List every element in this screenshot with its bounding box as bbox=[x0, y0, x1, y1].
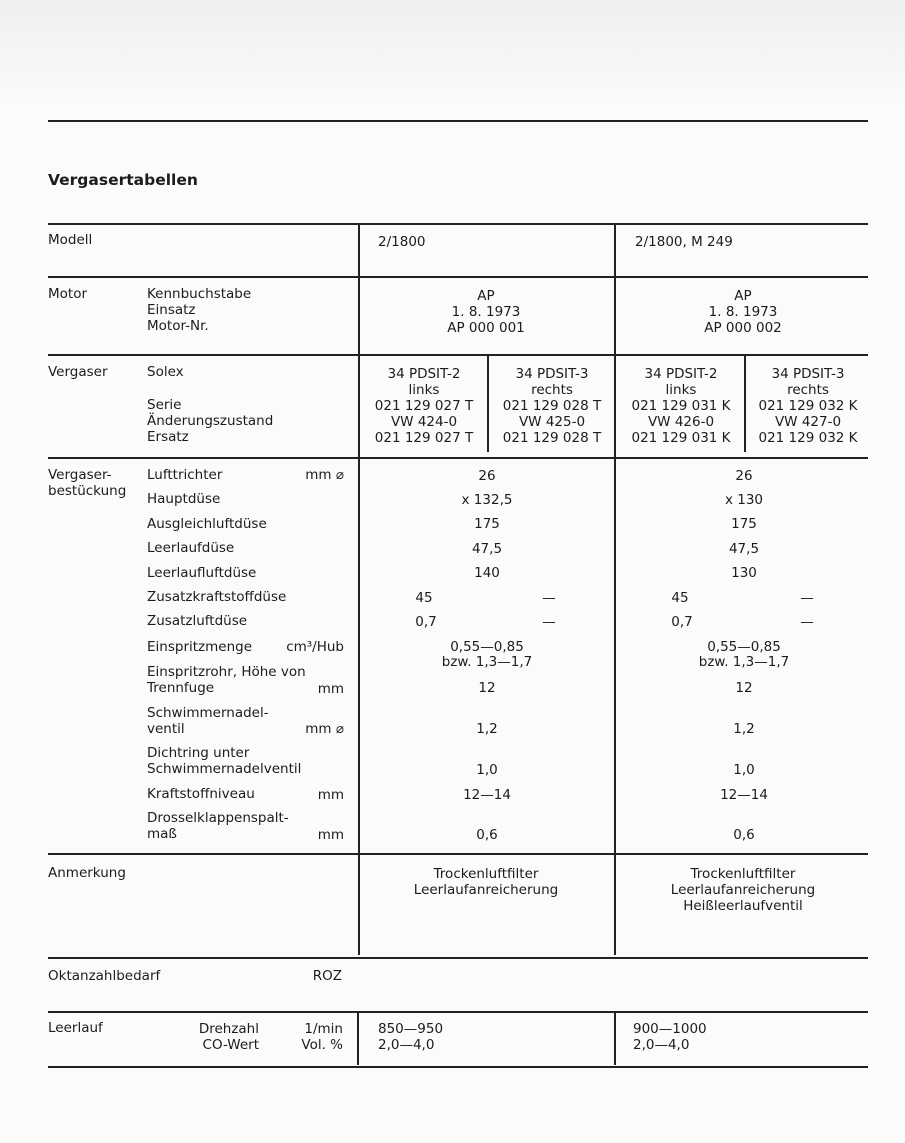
row-label-bestueckung-2: bestückung bbox=[48, 483, 127, 499]
carb-divider-2 bbox=[744, 356, 746, 452]
drosselklappenspaltmass-col2: 0,6 bbox=[733, 827, 755, 843]
leerlauf-col2-co-wert: 2,0—4,0 bbox=[633, 1037, 690, 1053]
table-rule-bestueckung bbox=[48, 853, 868, 855]
zusatzluftduese-col2-left: 0,7 bbox=[671, 614, 693, 630]
leerlauf-unit-drehzahl: 1/min bbox=[304, 1021, 343, 1037]
anmerkung-col1-line2: Leerlaufanreicherung bbox=[413, 882, 559, 898]
vergaser-sublabel-ersatz: Ersatz bbox=[147, 429, 189, 445]
leerlaufluftduese-col1: 140 bbox=[474, 565, 500, 581]
param-label-dichtring-2: Schwimmernadelventil bbox=[147, 761, 302, 777]
motor-col2-einsatz: 1. 8. 1973 bbox=[708, 304, 778, 320]
motor-col1-motor-nr: AP 000 001 bbox=[447, 320, 525, 336]
param-label-einspritzrohr-2: Trennfuge bbox=[147, 680, 215, 696]
carb-2-type: 34 PDSIT-3 bbox=[515, 366, 589, 382]
modell-col1: 2/1800 bbox=[378, 234, 426, 250]
table-rule-top bbox=[48, 223, 868, 225]
param-unit-lufttrichter: mm ⌀ bbox=[305, 467, 344, 483]
motor-col1-einsatz: 1. 8. 1973 bbox=[451, 304, 521, 320]
table-rule-modell bbox=[48, 276, 868, 278]
vergaser-sublabel-aenderungszustand: Änderungszustand bbox=[147, 413, 274, 429]
kraftstoffniveau-col2: 12—14 bbox=[720, 787, 768, 803]
leerlauf-sublabel-drehzahl: Drehzahl bbox=[198, 1021, 259, 1037]
anmerkung-col1-line1: Trockenluftfilter bbox=[433, 866, 539, 882]
param-label-drosselklappenspaltmass: Drosselklappenspalt- bbox=[147, 810, 289, 826]
anmerkung-col2-line1: Trockenluftfilter bbox=[690, 866, 796, 882]
carb-1-aenderungszustand: VW 424-0 bbox=[390, 414, 458, 430]
carb-4-ersatz: 021 129 032 K bbox=[758, 430, 858, 446]
schwimmernadelventil-col1: 1,2 bbox=[476, 721, 498, 737]
param-label-dichtring: Dichtring unter bbox=[147, 745, 250, 761]
hauptduese-col1: x 132,5 bbox=[461, 492, 513, 508]
table-rule-bottom bbox=[48, 1066, 868, 1068]
param-unit-drosselklappenspaltmass: mm bbox=[317, 827, 344, 843]
carb-1-type: 34 PDSIT-2 bbox=[387, 366, 461, 382]
param-label-schwimmernadelventil-2: ventil bbox=[147, 721, 185, 737]
row-label-vergaser: Vergaser bbox=[48, 364, 108, 380]
dichtring-col1: 1,0 bbox=[476, 762, 498, 778]
carb-4-type: 34 PDSIT-3 bbox=[771, 366, 845, 382]
oktan-unit: ROZ bbox=[312, 968, 342, 984]
page-title: Vergasertabellen bbox=[48, 171, 198, 189]
schwimmernadelventil-col2: 1,2 bbox=[733, 721, 755, 737]
param-label-leerlaufduese: Leerlaufdüse bbox=[147, 540, 235, 556]
carb-2-ersatz: 021 129 028 T bbox=[502, 430, 602, 446]
carb-2-aenderungszustand: VW 425-0 bbox=[518, 414, 586, 430]
carb-2-side: rechts bbox=[531, 382, 573, 398]
carb-1-side: links bbox=[408, 382, 440, 398]
row-label-anmerkung: Anmerkung bbox=[48, 865, 126, 881]
motor-col2-motor-nr: AP 000 002 bbox=[704, 320, 782, 336]
param-label-schwimmernadelventil: Schwimmernadel- bbox=[147, 705, 269, 721]
motor-col1-kennbuchstabe: AP bbox=[477, 288, 495, 304]
param-unit-einspritzmenge: cm³/Hub bbox=[286, 639, 344, 655]
leerlauf-col2-drehzahl: 900—1000 bbox=[633, 1021, 707, 1037]
drosselklappenspaltmass-col1: 0,6 bbox=[476, 827, 498, 843]
anmerkung-col2-line2: Leerlaufanreicherung bbox=[670, 882, 816, 898]
einspritzmenge-col2-alt: bzw. 1,3—1,7 bbox=[698, 654, 790, 670]
carb-3-ersatz: 021 129 031 K bbox=[631, 430, 731, 446]
table-rule-oktan bbox=[48, 1011, 868, 1013]
param-unit-einspritzrohr: mm bbox=[317, 681, 344, 697]
leerlaufluftduese-col2: 130 bbox=[731, 565, 757, 581]
param-label-ausgleichluftduese: Ausgleichluftdüse bbox=[147, 516, 267, 532]
ausgleichluftduese-col1: 175 bbox=[474, 516, 500, 532]
leerlauf-col1-drehzahl: 850—950 bbox=[378, 1021, 444, 1037]
table-rule-vergaser bbox=[48, 457, 868, 459]
param-label-kraftstoffniveau: Kraftstoffniveau bbox=[147, 786, 255, 802]
carb-3-type: 34 PDSIT-2 bbox=[644, 366, 718, 382]
param-unit-kraftstoffniveau: mm bbox=[317, 787, 344, 803]
row-label-bestueckung-1: Vergaser- bbox=[48, 467, 112, 483]
page-top-shade bbox=[0, 0, 905, 105]
motor-sublabel-motor-nr: Motor-Nr. bbox=[147, 318, 209, 334]
einspritzrohr-col2: 12 bbox=[735, 680, 753, 696]
carb-3-aenderungszustand: VW 426-0 bbox=[647, 414, 715, 430]
row-label-modell: Modell bbox=[48, 232, 93, 248]
param-label-einspritzmenge: Einspritzmenge bbox=[147, 639, 253, 655]
dichtring-col2: 1,0 bbox=[733, 762, 755, 778]
param-label-hauptduese: Hauptdüse bbox=[147, 491, 221, 507]
zusatzkraftstoffduese-col1-left: 45 bbox=[415, 590, 433, 606]
einspritzmenge-col1-alt: bzw. 1,3—1,7 bbox=[441, 654, 533, 670]
param-label-lufttrichter: Lufttrichter bbox=[147, 467, 223, 483]
carb-1-serie: 021 129 027 T bbox=[374, 398, 474, 414]
kraftstoffniveau-col1: 12—14 bbox=[463, 787, 511, 803]
motor-sublabel-einsatz: Einsatz bbox=[147, 302, 196, 318]
carb-3-serie: 021 129 031 K bbox=[631, 398, 731, 414]
param-label-leerlaufluftduese: Leerlaufluftdüse bbox=[147, 565, 257, 581]
motor-sublabel-kennbuchstabe: Kennbuchstabe bbox=[147, 286, 252, 302]
leerlaufduese-col2: 47,5 bbox=[728, 541, 760, 557]
einspritzmenge-col1: 0,55—0,85 bbox=[450, 639, 524, 655]
carb-3-side: links bbox=[665, 382, 697, 398]
leerlauf-divider-left bbox=[357, 1013, 359, 1065]
carb-4-aenderungszustand: VW 427-0 bbox=[774, 414, 842, 430]
einspritzmenge-col2: 0,55—0,85 bbox=[707, 639, 781, 655]
lufttrichter-col1: 26 bbox=[478, 468, 496, 484]
carb-2-serie: 021 129 028 T bbox=[502, 398, 602, 414]
zusatzluftduese-col1-right: — bbox=[542, 614, 556, 630]
vergaser-sublabel-serie: Serie bbox=[147, 397, 182, 413]
carb-divider-1 bbox=[487, 356, 489, 452]
param-label-drosselklappenspaltmass-2: maß bbox=[147, 826, 177, 842]
leerlauf-divider-middle bbox=[614, 1013, 616, 1065]
leerlauf-sublabel-co-wert: CO-Wert bbox=[202, 1037, 259, 1053]
row-label-leerlauf: Leerlauf bbox=[48, 1020, 103, 1036]
modell-col2: 2/1800, M 249 bbox=[635, 234, 733, 250]
carb-1-ersatz: 021 129 027 T bbox=[374, 430, 474, 446]
column-divider-left bbox=[358, 225, 360, 955]
hauptduese-col2: x 130 bbox=[724, 492, 764, 508]
zusatzluftduese-col2-right: — bbox=[800, 614, 814, 630]
top-rule bbox=[48, 120, 868, 122]
row-label-oktanzahlbedarf: Oktanzahlbedarf bbox=[48, 968, 161, 984]
leerlauf-unit-co-wert: Vol. % bbox=[301, 1037, 343, 1053]
ausgleichluftduese-col2: 175 bbox=[731, 516, 757, 532]
lufttrichter-col2: 26 bbox=[735, 468, 753, 484]
param-label-zusatzkraftstoffduese: Zusatzkraftstoffdüse bbox=[147, 589, 287, 605]
vergaser-sublabel-solex: Solex bbox=[147, 364, 184, 380]
leerlaufduese-col1: 47,5 bbox=[471, 541, 503, 557]
carb-4-side: rechts bbox=[787, 382, 829, 398]
row-label-motor: Motor bbox=[48, 286, 88, 302]
leerlauf-col1-co-wert: 2,0—4,0 bbox=[378, 1037, 435, 1053]
zusatzkraftstoffduese-col1-right: — bbox=[542, 590, 556, 606]
param-label-einspritzrohr: Einspritzrohr, Höhe von bbox=[147, 664, 306, 680]
column-divider-middle bbox=[614, 225, 616, 955]
param-label-zusatzluftduese: Zusatzluftdüse bbox=[147, 613, 248, 629]
carb-4-serie: 021 129 032 K bbox=[758, 398, 858, 414]
param-unit-schwimmernadelventil: mm ⌀ bbox=[305, 721, 344, 737]
zusatzluftduese-col1-left: 0,7 bbox=[415, 614, 437, 630]
zusatzkraftstoffduese-col2-left: 45 bbox=[671, 590, 689, 606]
table-rule-anmerkung bbox=[48, 957, 868, 959]
zusatzkraftstoffduese-col2-right: — bbox=[800, 590, 814, 606]
motor-col2-kennbuchstabe: AP bbox=[734, 288, 752, 304]
anmerkung-col2-line3: Heißleerlaufventil bbox=[683, 898, 803, 914]
einspritzrohr-col1: 12 bbox=[478, 680, 496, 696]
